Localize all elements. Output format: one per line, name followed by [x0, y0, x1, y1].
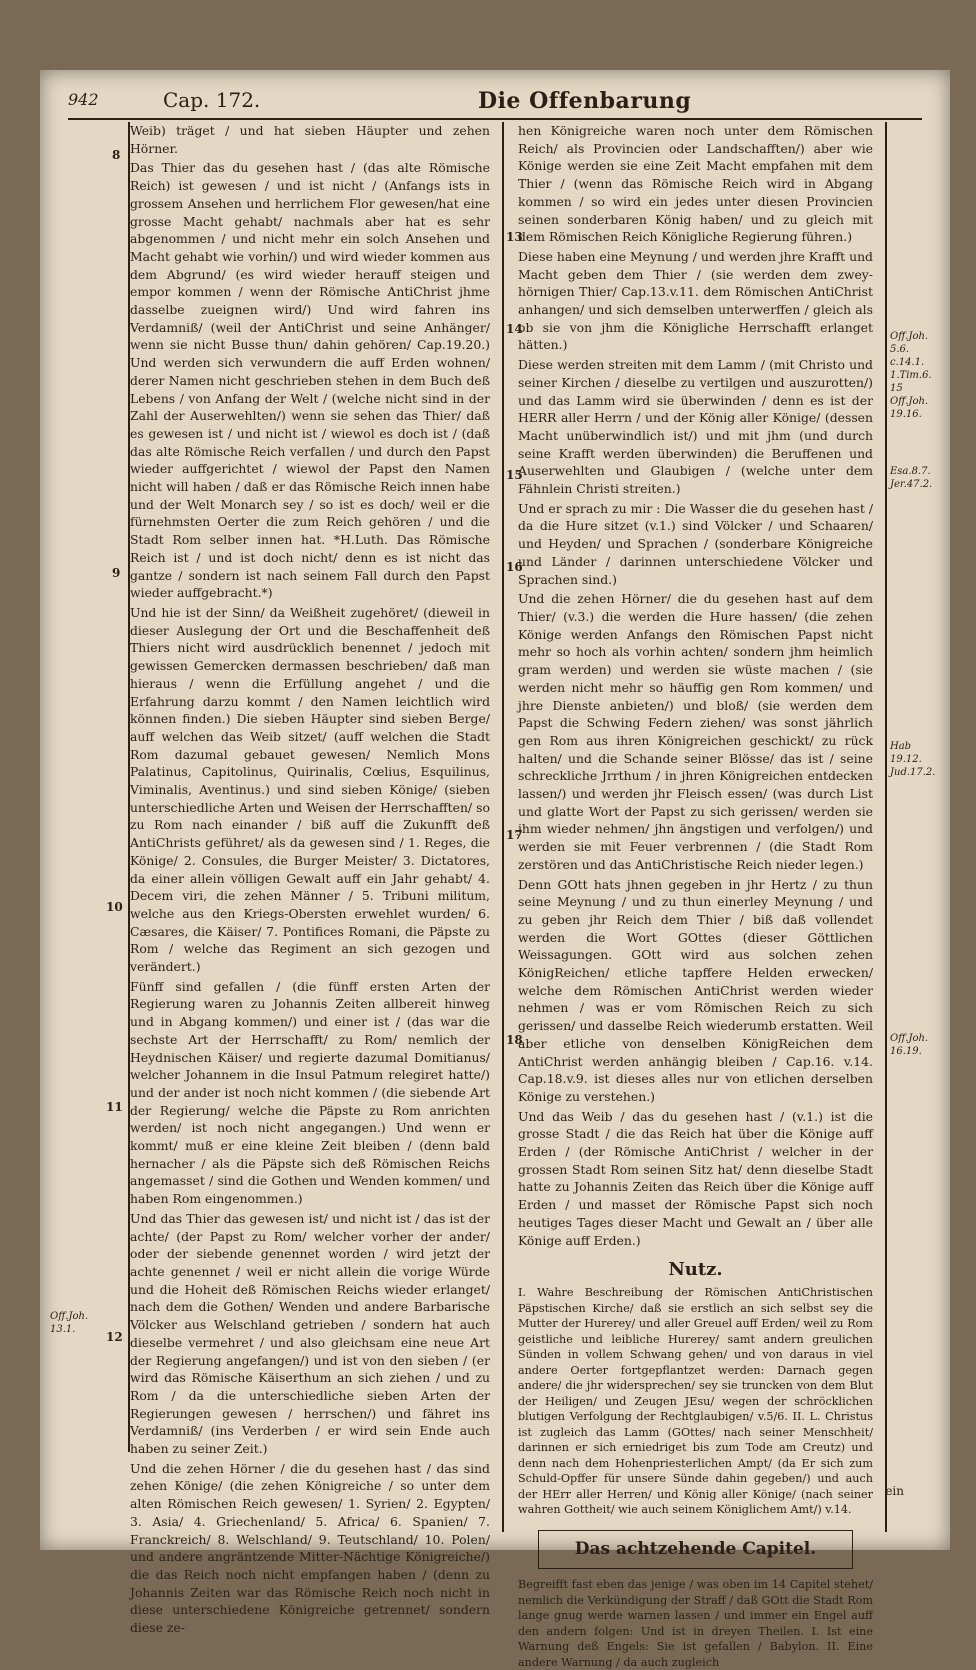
verse-number: 18: [506, 1033, 523, 1047]
paragraph: Und er sprach zu mir : Die Wasser die du gesehen hast / da die Hure sitzet (v.1.) sind Völcker / und Schaaren/ und Heyden/ und Sprachen / (sonderbare Königreiche und Länder / darinnen unterschiedene Völcker und Sprachen sind.): [518, 500, 873, 587]
paragraph: Und das Thier das gewesen ist/ und nicht ist / das ist der achte/ (der Papst zu Rom/ welcher vorher der ander/ oder der siebende genennet worden / wird jetzt der achte genennet / weil er nicht allein die vorige Würde und die Hoheit deß Römischen Reichs wieder erlanget/ nach dem die Gothen/ Wenden und andere Barbarische Völcker aus Welschland getrieben / sondern hat auch dieselbe vermehret / und also gleichsam eine neue Art der Regierung angefangen/) und ist von den sieben / (er wird das Römische Käiserthum an sich ziehen / und zu Rom / da die unterschiedliche sieben Arten der Regierungen gewesen / herrschen/) und fähret ins Verdamniß/ (ins Verderben / er wird sein Ende auch haben zu seiner Zeit.): [130, 1210, 490, 1457]
running-title: Die Offenbarung: [478, 88, 692, 114]
verse-number: 15: [506, 468, 523, 482]
paragraph: Weib) träget / und hat sieben Häupter und zehen Hörner.: [130, 123, 490, 156]
chapter-label: Cap. 172.: [163, 88, 261, 112]
margin-reference: Off.Joh. 13.1.: [50, 1311, 89, 1335]
verse-number: 12: [106, 1330, 123, 1344]
page-header: [68, 88, 922, 120]
nutz-text: I. Wahre Beschreibung der Römischen AntiChristischen Päpstischen Kirche/ daß sie erstlich an sich selbst sey die Mutter der Hurerey/ und aller Greuel auff Erden/ weil zu Rom geistliche und leibliche Hurerey/ samt andern greulichen Sünden in vollem Schwang gehen/ und von daraus in viel andere Oerter fortgepflantzet werden: Darnach gegen andere/ die jhr widersprechen/ sey sie truncken von dem Blut der Heiligen/ und Zeugen JEsu/ wegen der schröcklichen blutigen Verfolgung der Rechtglaubigen/ v.5/6. II. L. Christus ist zugleich das Lamm (GOttes/ nach seiner Menschheit/ darinnen er sich erniedriget bis zum Tode am Creutz) und denn nach dem Hohenpriesterlichen Ampt/ (da Er sich zum Schuld-Opffer für unsere Sünde dahin gegeben/) und auch der HErr aller Herren/ und König aller Könige/ (nach seiner wahren Gottheit/ wie auch seinem Königlichem Amt/) v.14.: [518, 1286, 873, 1516]
chapter-summary: Begreifft fast eben das jenige / was oben im 14 Capitel stehet/ nemlich die Verkündigung der Straff / daß GOtt die Stadt Rom lange gnug werde warnen lassen / und immer ein Engel auff den andern folgen: Und ist in dreyen Theilen. I. Ist eine Warnung deß Engels: Sie ist gefallen / Babylon. II. Eine andere Warnung / da auch zugleich: [518, 1578, 873, 1669]
paragraph: Diese haben eine Meynung / und werden jhre Krafft und Macht geben dem Thier / (sie werden dem zwey-hörnigen Thier/ Cap.13.v.11. dem Römischen AntiChrist anhangen/ und sich demselben unterwerffen / gleich als ob sie von jhm die Königliche Herrschafft erlanget hätten.): [518, 248, 873, 353]
right-text-column: [518, 122, 873, 1669]
nutz-heading: Nutz.: [668, 1259, 723, 1281]
paragraph: Und hie ist der Sinn/ da Weißheit zugehöret/ (dieweil in dieser Auslegung der Ort und die Beschaffenheit deß Thiers nicht wird ausdrücklich benennet / jedoch mit gewissen Gemercken dermassen beschrieben/ daß man hieraus / wenn die Erfüllung angehet / und die Erfahrung darzu kommt / den Namen leichtlich wird können finden.) Die sieben Häupter sind sieben Berge/ auff welchen das Weib sitzet/ (auff welchen die Stadt Rom dazumal gebauet gewesen/ Nemlich Mons Palatinus, Capitolinus, Quirinalis, Cœlius, Esquilinus, Viminalis, Aventinus.) und sind sieben Könige/ (sieben unterschiedliche Arten und Weisen der Herrschafften/ so zu Rom nach einander / biß auff die Zukunfft deß AntiChrists geführet/ als da gewesen sind / 1. Reges, die Könige/ 2. Consules, die Burger Meister/ 3. Dictatores, da einer allein völligen Gewalt auff ein Jahr gehabt/ 4. Decem viri, die zehen Männer / 5. Tribuni militum, welche aus den Kriegs-Obersten erwehlet wurden/ 6. Cæsares, die Käiser/ 7. Pontifices Romani, die Päpste zu Rom / welche das Regiment an sich gezogen und verändert.): [130, 604, 490, 975]
margin-reference: Off.Joh. 16.19.: [890, 1033, 929, 1057]
verse-number: 14: [506, 322, 523, 336]
paragraph: Fünff sind gefallen / (die fünff ersten Arten der Regierung waren zu Johannis Zeiten allbereit hinweg und in Abgang kommen/) und einer ist / (das war die sechste Art der Herrschafft/ zu Rom/ nemlich der Heydnischen Käiser/ und regierte dazumal Domitianus/ welcher Johannem in die Insul Patmum relegiret hatte/) und der ander ist noch nicht kommen / (die siebende Art der Regierung/ welche die Päpste zu Rom anrichten werden/ ist noch nicht angegangen.) Und wenn er kommt/ muß er eine kleine Zeit bleiben / (denn bald hernacher / als die Päpste sich deß Römischen Reichs angemasset / sind die Gothen und Wenden kommen/ und haben Rom eingenommen.): [130, 978, 490, 1207]
center-column-rule: [502, 122, 504, 1532]
book-page: [40, 70, 950, 1669]
page-number: 942: [68, 90, 99, 109]
right-column-rule: [885, 122, 887, 1532]
margin-reference: Hab 19.12. Jud.17.2.: [890, 741, 936, 778]
verse-number: 9: [112, 566, 121, 580]
verse-number: 10: [106, 900, 123, 914]
verse-number: 16: [506, 560, 523, 574]
left-text-column: [130, 122, 490, 1636]
margin-reference: Esa.8.7. Jer.47.2.: [890, 466, 933, 490]
paragraph: Und das Weib / das du gesehen hast / (v.1.) ist die grosse Stadt / die das Reich hat über die Könige auff Erden / (der Römische AntiChrist / welcher in der grossen Stadt Rom seinen Sitz hat/ denn dieselbe Stadt hatte zu Johannis Zeiten das Reich über die Könige auff Erden / und masset der Römische Papst sich noch heutiges Tages dieser Macht und Gewalt an / über alle Könige auff Erden.): [518, 1108, 873, 1248]
verse-number: 8: [112, 148, 121, 162]
chapter-title: Das achtzehende Capitel.: [538, 1530, 853, 1570]
paragraph: Und die zehen Hörner / die du gesehen hast / das sind zehen Könige/ (die zehen Königreiche / so unter dem alten Römischen Reich gewesen/ 1. Syrien/ 2. Egypten/ 3. Asia/ 4. Griechenland/ 5. Africa/ 6. Spanien/ 7. Franckreich/ 8. Welschland/ 9. Teutschland/ 10. Polen/ und andere angräntzende Mitter-Nächtige Königreiche/) die das Reich noch nicht empfangen haben / (denn zu Johannis Zeiten war das Römische Reich noch nicht in diese unterschiedene Königreiche getrennet/ sondern diese ze-: [130, 1460, 490, 1636]
verse-number: 17: [506, 828, 523, 842]
verse-number: 13: [506, 230, 523, 244]
paragraph: Denn GOtt hats jhnen gegeben in jhr Hertz / zu thun seine Meynung / und zu thun einerley Meynung / und zu geben jhr Reich dem Thier / biß daß vollendet werden die Wort GOttes (dieser Göttlichen Weissagungen. GOtt wird aus solchen zehen KönigReichen/ etliche tapffere Helden erwecken/ welche dem Römischen AntiChrist werden wieder nehmen / was er vom Römischen Reich zu sich gerissen/ und dasselbe Reich wiederumb erstatten. Weil aber etliche von denselben KönigReichen dem AntiChrist werden anhängig bleiben / Cap.16. v.14. Cap.18.v.9. ist dieses alles nur von etlichen derselben Könige zu verstehen.): [518, 876, 873, 1104]
paragraph: hen Königreiche waren noch unter dem Römischen Reich/ als Provincien oder Landschafften/) aber wie Könige werden sie eine Zeit Macht empfahen mit dem Thier / (wenn das Römische Reich wird in Abgang kommen / so wird ein jedes unter diesen Provincien seinen sonderbaren König haben/ und zu gleich mit dem Römischen Reich Königliche Regierung führen.): [518, 123, 873, 245]
margin-reference: Off.Joh. 5.6. c.14.1. 1.Tim.6. 15 Off.Joh. 19.16.: [890, 331, 932, 420]
verse-number: 11: [106, 1100, 123, 1114]
paragraph: Diese werden streiten mit dem Lamm / (mit Christo und seiner Kirchen / dieselbe zu vertilgen und auszurotten/) und das Lamm wird sie überwinden / denn es ist der HERR aller Herrn / und der König aller Könige/ (dessen Macht unüberwindlich ist/) und mit jhm (und durch seine Krafft werden überwinden) die Beruffenen und Auserwehlten und Glaubigen / (welche unter dem Fähnlein Christi streiten.): [518, 357, 873, 497]
paragraph: Und die zehen Hörner/ die du gesehen hast auf dem Thier/ (v.3.) die werden die Hure hassen/ (die zehen Könige werden Anfangs den Römischen Papst nicht mehr so hoch als vorhin achten/ sondern jhm heimlich gram werden) und werden sie wüste machen / (sie werden nicht mehr so häuffig gen Rom kommen/ und jhre Dienste anbieten/) und bloß/ (sie werden dem Papst die Schwing Federn ziehen/ was sonst jährlich gen Rom aus ihren Königreichen geschickt/ zu rück halten/ und die Schande seiner Blösse/ das ist / seine schreckliche Jrrthum / in jhren Königreichen entdecken lassen/) und werden jhr Fleisch essen/ (was durch List und glatte Wort der Papst zu sich gerissen/ werden sie jhm wieder nehmen/ jhn ängstigen und verfolgen/) und werden sie mit Feuer verbrennen / (die Stadt Rom zerstören und das AntiChristische Reich nieder legen.): [518, 591, 873, 872]
catchword: ein: [885, 1484, 904, 1498]
paragraph: Das Thier das du gesehen hast / (das alte Römische Reich) ist gewesen / und ist nicht / (Anfangs ists in grossem Ansehen und herrlichem Flor gewesen/hat eine grosse Macht gehabt/ nachmals aber hat es sehr abgenommen / und nicht mehr ein solch Ansehen und Macht gehabt wie vorhin/) und wird wieder kommen aus dem Abgrund/ (es wird wieder herauff steigen und empor kommen / wenn der Römische AntiChrist jhme dasselbe zueignen wird/) Und wird fahren ins Verdamniß/ (weil der AntiChrist und seine Anhänger/ wenn sie nicht Busse thun/ dahin gehören/ Cap.19.20.) Und werden sich verwundern die auff Erden wohnen/ derer Namen nicht geschrieben stehen in dem Buch deß Lebens / von Anfang der Welt / (welche nicht sind in der Zahl der Auserwehlten/) wenn sie sehen das Thier/ daß es gewesen ist / und nicht ist / wiewol es doch ist / (daß das alte Römische Reich verfallen / und durch den Papst wieder auffgerichtet / wiewol der Papst den Namen nicht will haben / daß er das Römische Reich innen habe und der Welt Monarch sey / so ist es doch/ weil er die fürnehmsten Oerter die zum Reich gehören / und die Stadt Rom selber innen hat. *H.Luth. Das Römische Reich ist / und ist doch nicht/ denn es ist nicht das gantze / sondern ist nach seinem Fall durch den Papst wieder auffgebracht.*): [130, 160, 490, 601]
